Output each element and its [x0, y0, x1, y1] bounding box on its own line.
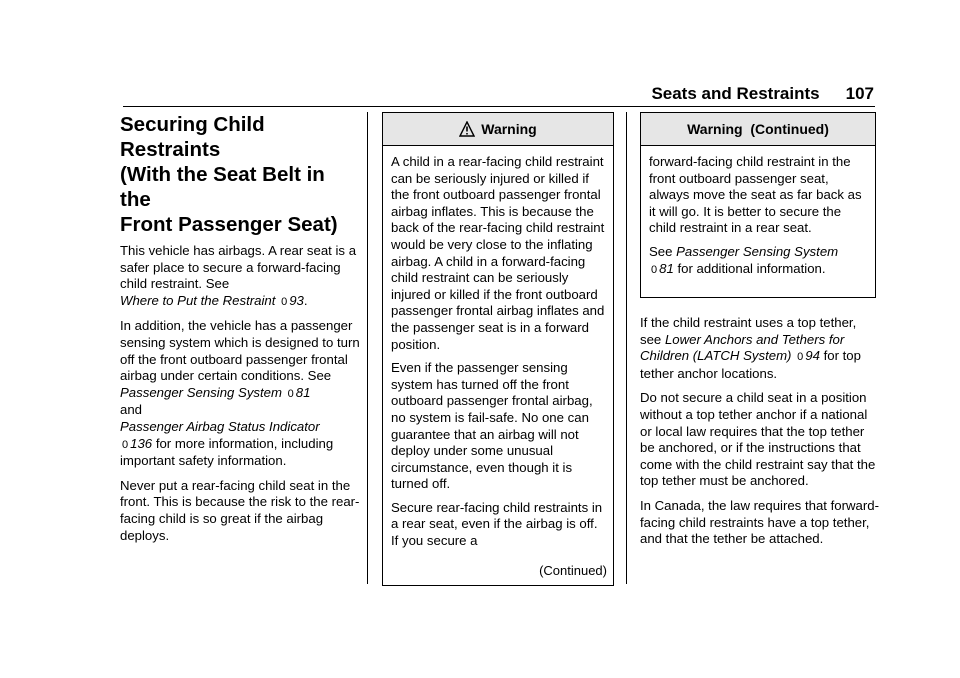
warning-paragraph: forward-facing child restraint in the front outboard passenger seat, always move the seat as far back as it will go. It is better to secure the child restraint in a rear seat.: [649, 154, 862, 236]
section-heading: [120, 112, 360, 237]
page-ref-number[interactable]: 136: [130, 435, 153, 451]
heading-line: (With the Seat Belt in the: [120, 163, 325, 211]
heading-line: Front Passenger Seat): [120, 213, 338, 236]
paragraph: In Canada, the law requires that forward-facing child restraints have a top tether, and that the tether be attached.: [640, 497, 879, 547]
warning-paragraph: Secure rear-facing child restraints in a rear seat, even if the airbag is off. If you secure a: [391, 499, 603, 549]
warning-box: [382, 112, 614, 586]
cross-reference-link[interactable]: Where to Put the Restraint: [120, 292, 276, 308]
paragraph-text: for more information, including important safety information.: [120, 435, 334, 469]
paragraph: [120, 478, 360, 544]
warning-title: Warning: [481, 120, 537, 137]
running-header: [651, 84, 874, 104]
column-right: [640, 315, 880, 556]
page-ref-icon: 0: [281, 295, 288, 308]
paragraph-text: In addition, the vehicle has a passenger sensing system which is designed to turn off the front outboard passenger frontal airbag under certain conditions. See: [120, 318, 360, 384]
warning-continued-box: [640, 112, 876, 298]
page-ref-icon: 0: [797, 351, 804, 364]
page-ref-icon: 0: [287, 387, 294, 400]
warning-body: [383, 146, 613, 561]
cross-reference-link[interactable]: Passenger Airbag Status Indicator: [120, 418, 320, 434]
warning-paragraph: A child in a rear-facing child restraint can be seriously injured or killed if the front outboard passenger frontal airbag inflates. This is because the back of the rear-facing child restraint would be very close to the inflating airbag. A child in a forward-facing child restraint can be seriously injured or killed if the front outboard passenger frontal airbag inflates and the passenger seat is in a forward position.: [391, 154, 605, 352]
paragraph: This vehicle has airbags. A rear seat is a safer place to secure a forward-facing child restraint. See Where to Put the Restraint 0 93.: [120, 243, 360, 310]
paragraph: [640, 315, 880, 382]
column-divider: [626, 112, 627, 584]
page-ref-icon: 0: [122, 438, 129, 451]
warning-paragraph: Even if the passenger sensing system has turned off the front outboard passenger frontal airbag, no system is fail-safe. No one can guarantee that an airbag will not deploy under some unusual circumstance, even though it is turned off.: [391, 360, 593, 492]
warning-continued-body: [641, 146, 875, 289]
page-ref-number[interactable]: 81: [295, 384, 311, 400]
warning-continued-title: Warning (Continued): [687, 120, 829, 137]
page-ref-icon: 0: [651, 263, 658, 276]
warning-continued-header: [641, 113, 875, 146]
warning-paragraph: [649, 244, 867, 278]
page-ref-number[interactable]: 81: [659, 260, 674, 276]
paragraph-text: This vehicle has airbags. A rear seat is a safer place to secure a forward-facing child restraint. See: [120, 243, 357, 292]
cross-reference-link[interactable]: Lower Anchors and Tethers for Children (LATCH System): [640, 331, 845, 364]
paragraph-text: for top tether anchor locations.: [640, 348, 861, 381]
cross-reference-link[interactable]: Passenger Sensing System: [676, 243, 839, 259]
paragraph: [120, 318, 360, 469]
page-number: 107: [845, 84, 874, 103]
paragraph-text: for additional information.: [677, 260, 826, 276]
paragraph-text: and: [120, 402, 143, 418]
paragraph-text: If the child restraint uses a top tether, see: [640, 315, 857, 347]
column-left: [120, 112, 360, 552]
continued-label: (Continued): [539, 563, 607, 579]
header-rule: [123, 106, 875, 107]
warning-triangle-icon: [459, 121, 475, 137]
heading-line: Securing Child Restraints: [120, 113, 265, 161]
paragraph: Do not secure a child seat in a position without a top tether anchor if a national or local law requires that the top tether be anchored, or if the instructions that come with the child restraint say that the top tether must be anchored.: [640, 390, 876, 489]
column-divider: [367, 112, 368, 584]
paragraph-text: Never put a rear-facing child seat in the front. This is because the risk to the rear-facing child is so great if the airbag deploys.: [120, 477, 360, 543]
section-title: Seats and Restraints: [651, 84, 820, 103]
page-ref-number[interactable]: 94: [805, 348, 820, 364]
warning-header: [383, 113, 613, 146]
page-ref-number[interactable]: 93: [289, 292, 304, 308]
paragraph-text: See: [649, 243, 673, 259]
cross-reference-link[interactable]: Passenger Sensing System: [120, 384, 282, 400]
